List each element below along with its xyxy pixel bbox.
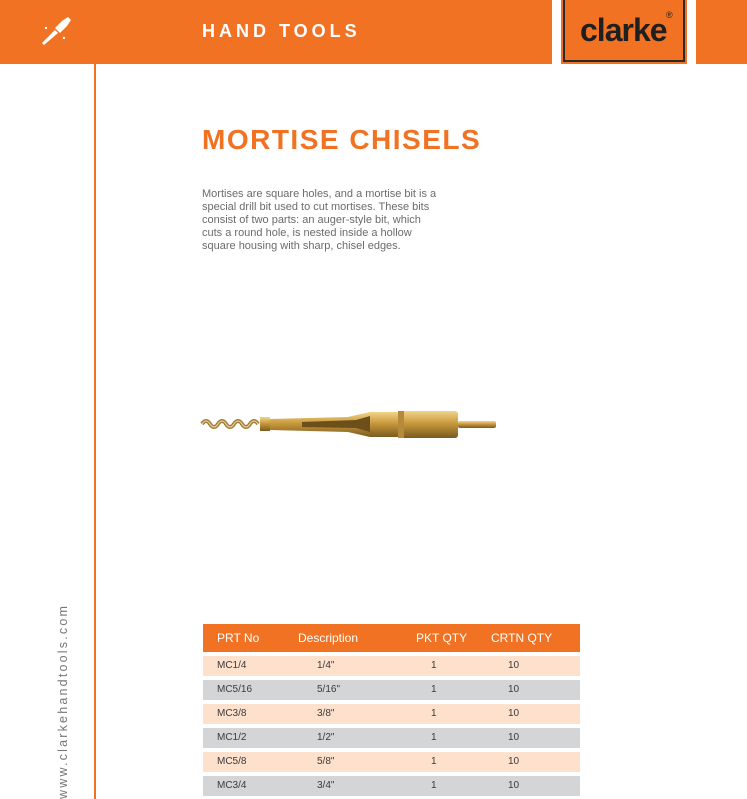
- table-row: [203, 704, 580, 724]
- cell-description: 1/4": [317, 660, 335, 671]
- cell-crtn-qty: 10: [508, 780, 520, 791]
- cell-pkt-qty: 1: [431, 780, 437, 791]
- mortise-chisel-image: [198, 400, 500, 450]
- cell-pkt-qty: 1: [431, 732, 437, 743]
- cell-pkt-qty: 1: [431, 708, 437, 719]
- cell-crtn-qty: 10: [508, 684, 520, 695]
- header-bar: [0, 0, 552, 64]
- tool-icon: [38, 14, 78, 50]
- cell-pkt-qty: 1: [431, 684, 437, 695]
- cell-crtn-qty: 10: [508, 660, 520, 671]
- cell-part-number: MC1/4: [217, 660, 247, 671]
- intro-paragraph: Mortises are square holes, and a mortise bit is a special drill bit used to cut mortises. These bits consist of two parts: an auger-style bit, which cuts a round hole, is nested inside a hollow square housing with sharp, chisel edges.: [202, 188, 437, 252]
- logo-frame: [563, 0, 685, 62]
- cell-description: 3/8": [317, 708, 335, 719]
- brand-logo[interactable]: [561, 0, 687, 64]
- cell-pkt-qty: 1: [431, 756, 437, 767]
- cell-crtn-qty: 10: [508, 732, 520, 743]
- table-row: [203, 680, 580, 700]
- cell-part-number: MC1/2: [217, 732, 247, 743]
- col-crtn-qty: CRTN QTY: [491, 631, 553, 645]
- table-header: [203, 624, 580, 652]
- col-pkt-qty: PKT QTY: [416, 631, 468, 645]
- cell-crtn-qty: 10: [508, 708, 520, 719]
- registered-mark: ®: [666, 10, 673, 20]
- cell-description: 5/8": [317, 756, 335, 767]
- logo-text: clarke: [580, 12, 667, 48]
- section-title: HAND TOOLS: [202, 21, 361, 41]
- table-row: [203, 752, 580, 772]
- cell-part-number: MC3/4: [217, 780, 247, 791]
- table-row: [203, 776, 580, 796]
- cell-description: 1/2": [317, 732, 335, 743]
- cell-description: 3/4": [317, 780, 335, 791]
- side-divider: [94, 0, 96, 799]
- table-row: [203, 656, 580, 676]
- cell-part-number: MC5/16: [217, 684, 253, 695]
- col-part-number: PRT No: [217, 631, 260, 645]
- page-title: MORTISE CHISELS: [202, 124, 482, 155]
- cell-crtn-qty: 10: [508, 756, 520, 767]
- header-bar-end: [696, 0, 747, 64]
- parts-table: [203, 624, 580, 796]
- col-description: Description: [298, 631, 359, 645]
- cell-description: 5/16": [317, 684, 341, 695]
- table-row: [203, 728, 580, 748]
- cell-part-number: MC3/8: [217, 708, 247, 719]
- cell-pkt-qty: 1: [431, 660, 437, 671]
- site-url[interactable]: www.clarkehandtools.com: [56, 603, 70, 799]
- cell-part-number: MC5/8: [217, 756, 247, 767]
